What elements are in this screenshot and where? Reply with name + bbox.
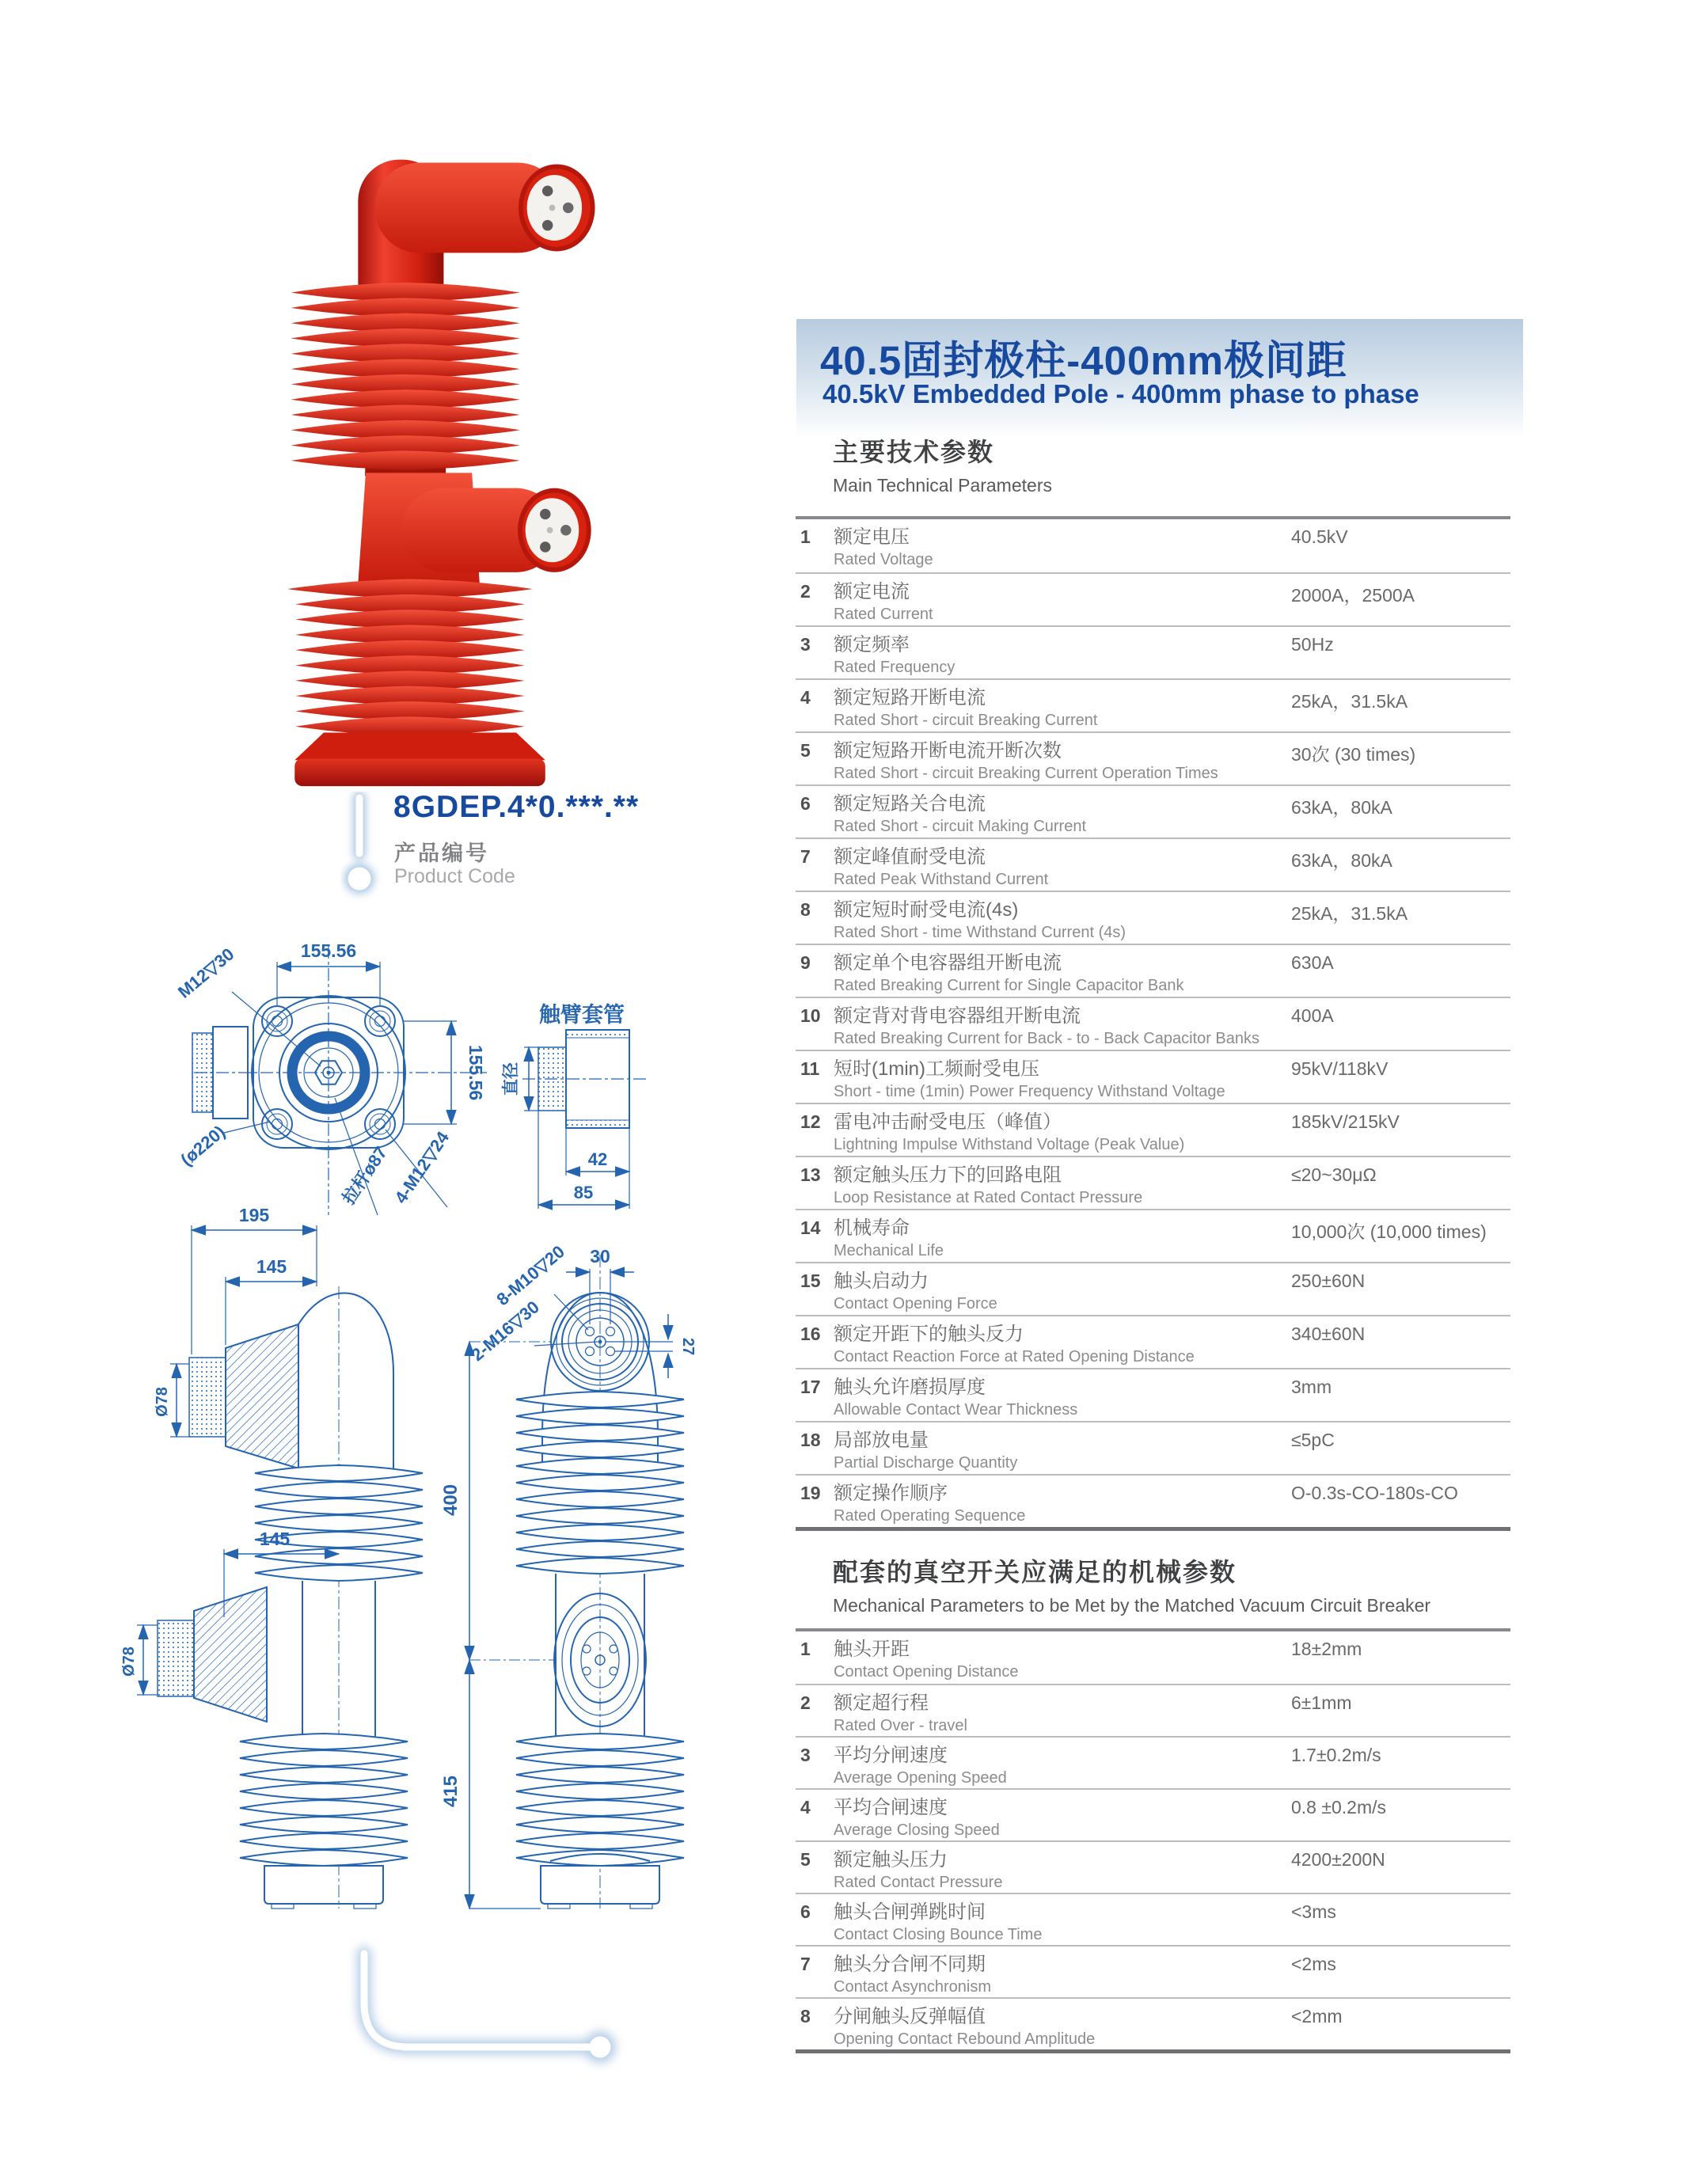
param-name-cn: 雷电冲击耐受电压（峰值） <box>834 1111 1062 1133</box>
code-pin-icon <box>340 792 388 902</box>
param-name <box>834 1797 1291 1840</box>
table-row <box>796 678 1510 731</box>
table-row <box>796 1840 1510 1893</box>
row-number: 4 <box>800 1797 811 1817</box>
section2-heading-cn: 配套的真空开关应满足的机械参数 <box>833 1558 1237 1586</box>
param-name <box>834 526 1291 572</box>
dim-155-top: 155.56 <box>300 940 357 961</box>
param-name-cn: 触头分合闸不同期 <box>834 1954 986 1975</box>
param-name-en: Contact Asynchronism <box>834 1978 991 1996</box>
bushing-dim-42: 42 <box>587 1149 608 1169</box>
row-number: 2 <box>800 1692 811 1713</box>
side-dim-d78-top: Ø78 <box>154 1387 171 1417</box>
row-number: 2 <box>800 581 811 602</box>
param-name <box>834 793 1291 838</box>
upper-fin-stack <box>291 283 520 476</box>
row-number: 9 <box>800 952 811 973</box>
param-name-cn: 额定超行程 <box>834 1692 929 1714</box>
table-row <box>796 1103 1510 1156</box>
param-name <box>834 1111 1291 1156</box>
front-dim-400: 400 <box>440 1483 462 1517</box>
param-name <box>834 1954 1291 1997</box>
row-number: 19 <box>800 1483 821 1503</box>
row-number: 6 <box>800 1901 811 1922</box>
param-name <box>834 1271 1291 1315</box>
param-name-en: Rated Short - circuit Breaking Current <box>834 712 1098 730</box>
table-row <box>796 1631 1510 1684</box>
param-name <box>834 846 1291 891</box>
section1-heading-cn: 主要技术参数 <box>833 438 995 466</box>
param-name-cn: 额定短时耐受电流(4s) <box>834 899 1019 921</box>
middle-arm <box>358 473 591 583</box>
row-number: 13 <box>800 1164 821 1185</box>
param-value: 95kV/118kV <box>1291 1058 1389 1079</box>
param-name-cn: 额定频率 <box>834 634 910 655</box>
param-name-cn: 平均合闸速度 <box>834 1797 948 1818</box>
param-value: 340±60N <box>1291 1324 1366 1344</box>
section1-heading-en: Main Technical Parameters <box>833 475 1052 496</box>
row-number: 5 <box>800 740 811 761</box>
flange-top-view <box>174 940 487 1215</box>
page-title: 40.5固封极柱-400mm极间距 <box>820 338 1348 383</box>
row-number: 7 <box>800 1954 811 1974</box>
param-value: 63kA，80kA <box>1291 797 1392 818</box>
side-dim-145-top: 145 <box>256 1256 287 1277</box>
param-value: 30次 (30 times) <box>1291 744 1416 765</box>
param-name-cn: 额定开距下的触头反力 <box>834 1324 1024 1345</box>
table-row <box>796 1050 1510 1103</box>
param-value: 25kA，31.5kA <box>1291 903 1408 924</box>
row-number: 6 <box>800 793 811 814</box>
param-name-cn: 额定触头压力下的回路电阻 <box>834 1164 1062 1186</box>
product-photo <box>215 131 603 788</box>
label-m12-30: M12▽30 <box>173 944 238 1002</box>
front-dim-30: 30 <box>590 1246 610 1267</box>
param-name <box>834 1377 1291 1421</box>
table-row <box>796 1684 1510 1736</box>
square-base <box>294 733 545 787</box>
param-name <box>834 581 1291 625</box>
param-name <box>834 1639 1291 1684</box>
bushing-detail-view <box>501 1002 647 1209</box>
param-name-en: Rated Breaking Current for Single Capacitor Bank <box>834 977 1184 995</box>
param-name <box>834 1692 1291 1736</box>
mechanical-parameters-table <box>796 1628 1510 2053</box>
param-name <box>834 687 1291 731</box>
param-name <box>834 2006 1291 2049</box>
row-number: 8 <box>800 2006 811 2026</box>
param-name-en: Partial Discharge Quantity <box>834 1454 1018 1472</box>
main-parameters-table <box>796 516 1510 1531</box>
param-name-en: Contact Opening Distance <box>834 1663 1019 1681</box>
row-number: 3 <box>800 634 811 655</box>
row-number: 1 <box>800 1639 811 1659</box>
param-name-cn: 额定电压 <box>834 526 910 548</box>
param-name-en: Rated Over - travel <box>834 1717 967 1735</box>
param-name <box>834 899 1291 944</box>
param-name-cn: 局部放电量 <box>834 1430 929 1451</box>
param-value: <3ms <box>1291 1901 1336 1922</box>
row-number: 3 <box>800 1745 811 1765</box>
table-row <box>796 1945 1510 1997</box>
param-name-en: Contact Closing Bounce Time <box>834 1926 1043 1944</box>
param-value: 400A <box>1291 1005 1334 1026</box>
row-number: 5 <box>800 1849 811 1870</box>
param-name <box>834 1005 1291 1050</box>
param-name <box>834 1745 1291 1788</box>
param-name-cn: 额定触头压力 <box>834 1849 948 1871</box>
table-row <box>796 784 1510 838</box>
table-row <box>796 731 1510 784</box>
param-value: 10,000次 (10,000 times) <box>1291 1221 1487 1242</box>
param-name-cn: 短时(1min)工频耐受电压 <box>834 1058 1040 1080</box>
param-value: 185kV/215kV <box>1291 1111 1400 1132</box>
param-name-en: Rated Voltage <box>834 551 933 569</box>
dim-155-right: 155.56 <box>465 1044 486 1101</box>
bushing-title: 触臂套管 <box>539 1003 625 1027</box>
param-name-cn: 平均分闸速度 <box>834 1745 948 1766</box>
param-name-cn: 额定峰值耐受电流 <box>834 846 986 868</box>
param-name-en: Lightning Impulse Withstand Voltage (Peak Value) <box>834 1136 1185 1154</box>
table-row <box>796 519 1510 572</box>
bottom-line-decoration <box>332 1916 649 2090</box>
side-dim-d78-mid: Ø78 <box>120 1647 138 1677</box>
param-name-en: Average Closing Speed <box>834 1821 1000 1840</box>
table-row <box>796 1156 1510 1209</box>
table-row <box>796 997 1510 1050</box>
param-name-en: Allowable Contact Wear Thickness <box>834 1401 1078 1419</box>
row-number: 14 <box>800 1217 821 1238</box>
label-4m12-24: 4-M12▽24 <box>390 1127 454 1207</box>
param-name <box>834 740 1291 784</box>
param-value: 6±1mm <box>1291 1692 1352 1713</box>
param-name <box>834 1217 1291 1262</box>
param-value: 18±2mm <box>1291 1639 1362 1659</box>
table-row <box>796 1209 1510 1262</box>
table-row <box>796 1262 1510 1315</box>
bushing-dim-85: 85 <box>573 1183 594 1202</box>
row-number: 16 <box>800 1324 821 1344</box>
param-name <box>834 634 1291 678</box>
pole-side-view <box>120 1205 423 1909</box>
param-name-cn: 触头开距 <box>834 1639 910 1660</box>
param-value: <2mm <box>1291 2006 1343 2026</box>
param-name <box>834 1901 1291 1945</box>
param-name-en: Rated Breaking Current for Back - to - Back Capacitor Banks <box>834 1030 1260 1048</box>
param-name <box>834 1483 1291 1527</box>
param-name-en: Rated Frequency <box>834 659 955 677</box>
front-dim-415: 415 <box>440 1775 462 1808</box>
param-value: O-0.3s-CO-180s-CO <box>1291 1483 1458 1503</box>
row-number: 10 <box>800 1005 821 1026</box>
param-value: 4200±200N <box>1291 1849 1385 1870</box>
table-row <box>796 1421 1510 1474</box>
param-name-cn: 额定单个电容器组开断电流 <box>834 952 1062 974</box>
param-name-en: Rated Peak Withstand Current <box>834 871 1049 889</box>
row-number: 4 <box>800 687 811 708</box>
param-name-en: Loop Resistance at Rated Contact Pressure <box>834 1189 1143 1207</box>
table-row <box>796 944 1510 997</box>
param-name <box>834 1058 1291 1103</box>
table-row <box>796 891 1510 944</box>
param-value: 1.7±0.2m/s <box>1291 1745 1381 1765</box>
param-name-en: Rated Operating Sequence <box>834 1507 1026 1525</box>
param-name-cn: 额定短路开断电流 <box>834 687 986 708</box>
product-code: 8GDEP.4*0.***.** <box>393 790 640 824</box>
lower-fin-stack <box>287 579 533 741</box>
table-row <box>796 1474 1510 1527</box>
table-row <box>796 1997 1510 2049</box>
row-number: 7 <box>800 846 811 867</box>
param-name <box>834 952 1291 997</box>
front-dim-27: 27 <box>679 1337 697 1356</box>
table-row <box>796 838 1510 891</box>
param-name-en: Contact Reaction Force at Rated Opening Distance <box>834 1348 1195 1366</box>
table-row <box>796 1788 1510 1840</box>
label-8m10-20: 8-M10▽20 <box>492 1241 568 1310</box>
param-name-en: Rated Short - time Withstand Current (4s) <box>834 924 1126 942</box>
param-name <box>834 1430 1291 1474</box>
param-name-en: Contact Opening Force <box>834 1295 997 1313</box>
param-name <box>834 1849 1291 1893</box>
param-value: 3mm <box>1291 1377 1332 1397</box>
param-name-en: Rated Current <box>834 606 933 624</box>
row-number: 18 <box>800 1430 821 1450</box>
param-name-cn: 额定短路关合电流 <box>834 793 986 815</box>
table-row <box>796 625 1510 678</box>
side-dim-195: 195 <box>238 1205 270 1225</box>
param-name-cn: 触头合闸弹跳时间 <box>834 1901 986 1923</box>
section2-heading-en: Mechanical Parameters to be Met by the Matched Vacuum Circuit Breaker <box>833 1595 1431 1616</box>
param-name-en: Short - time (1min) Power Frequency Withstand Voltage <box>834 1083 1225 1101</box>
param-name-cn: 额定电流 <box>834 581 910 602</box>
table-row <box>796 572 1510 625</box>
param-name-cn: 分闸触头反弹幅值 <box>834 2006 986 2027</box>
param-value: 0.8 ±0.2m/s <box>1291 1797 1387 1817</box>
row-number: 1 <box>800 526 811 547</box>
row-number: 11 <box>800 1058 820 1079</box>
label-rod-87: 拉杆ø87 <box>338 1142 392 1208</box>
label-dia-220: (ø220) <box>177 1121 230 1170</box>
param-value: <2ms <box>1291 1954 1336 1974</box>
page-subtitle: 40.5kV Embedded Pole - 400mm phase to phase <box>823 379 1419 408</box>
param-name-cn: 触头启动力 <box>834 1271 929 1292</box>
param-name-en: Rated Short - circuit Breaking Current Operation Times <box>834 765 1218 783</box>
product-code-label-en: Product Code <box>394 865 515 887</box>
param-value: 630A <box>1291 952 1334 973</box>
row-number: 15 <box>800 1271 821 1291</box>
row-number: 8 <box>800 899 811 920</box>
param-name-en: Rated Contact Pressure <box>834 1874 1003 1892</box>
row-number: 12 <box>800 1111 821 1132</box>
param-name-en: Mechanical Life <box>834 1242 944 1260</box>
param-name <box>834 1164 1291 1209</box>
table-row <box>796 1368 1510 1421</box>
label-2m16-30: 2-M16▽30 <box>467 1297 543 1365</box>
param-value: 25kA，31.5kA <box>1291 691 1408 712</box>
param-name-cn: 触头允许磨损厚度 <box>834 1377 986 1398</box>
table-row <box>796 1736 1510 1788</box>
param-name-cn: 额定操作顺序 <box>834 1483 948 1504</box>
param-name-cn: 额定短路开断电流开断次数 <box>834 740 1062 762</box>
bushing-dia-label: 直径 <box>502 1062 520 1096</box>
side-dim-145-mid: 145 <box>259 1529 291 1549</box>
pole-front-view <box>440 1241 697 1909</box>
param-name <box>834 1324 1291 1368</box>
param-name-cn: 额定背对背电容器组开断电流 <box>834 1005 1081 1027</box>
param-name-en: Opening Contact Rebound Amplitude <box>834 2030 1096 2049</box>
param-name-en: Average Opening Speed <box>834 1769 1007 1787</box>
param-value: 50Hz <box>1291 634 1334 655</box>
product-code-label-cn: 产品编号 <box>394 841 489 865</box>
param-name-cn: 机械寿命 <box>834 1217 910 1239</box>
table-row <box>796 1893 1510 1945</box>
param-value: 63kA，80kA <box>1291 850 1392 871</box>
param-value: 2000A，2500A <box>1291 585 1415 606</box>
param-value: 40.5kV <box>1291 526 1348 547</box>
param-value: ≤20~30μΩ <box>1291 1164 1377 1185</box>
param-value: ≤5pC <box>1291 1430 1335 1450</box>
table-row <box>796 1315 1510 1368</box>
param-name-en: Rated Short - circuit Making Current <box>834 818 1087 836</box>
technical-drawings <box>91 914 772 1912</box>
param-value: 250±60N <box>1291 1271 1366 1291</box>
row-number: 17 <box>800 1377 821 1397</box>
